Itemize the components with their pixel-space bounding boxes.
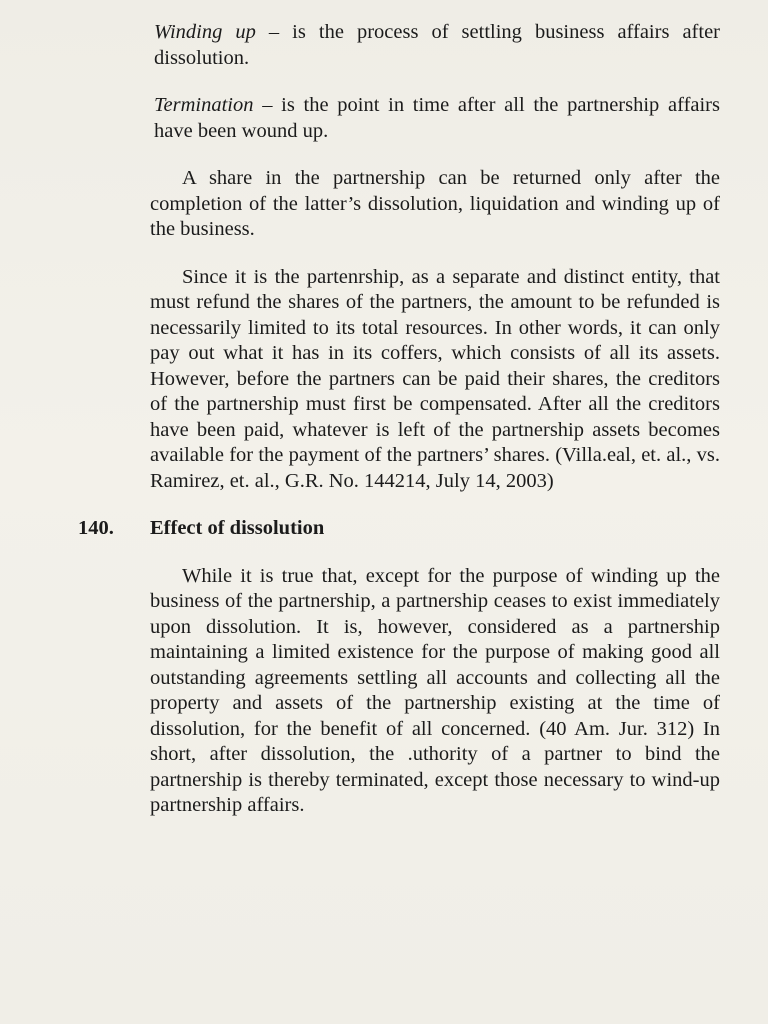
definition-text: – is the process of settling business affairs after dissolution. — [154, 21, 721, 69]
paragraph-share-return: A share in the partnership can be returned only after the completion of the latter’s dissolution, liquidation and winding up of the business. — [150, 167, 720, 240]
paragraph-refund-limits: Since it is the partenrship, as a separate and distinct entity, that must refund the shares of the partners, the amount to be refunded is necessarily limited to its total resources. In other words, it can only pay out what it has in its coffers, which consists of all its assets. However, before the partners can be paid their shares, the creditors of the partnership must first be compensated. After all the creditors have been paid, whatever is left of the partnership assets becomes available for the payment of the partners’ shares. (Villa.eal, et. al., vs. Ramirez, et. al., G.R. No. 144214, July 14, 2003) — [150, 265, 720, 492]
definition-term: Winding up — [154, 21, 256, 43]
definition-text: – is the point in time after all the partnership affairs have been wound up. — [154, 94, 720, 142]
page-content — [78, 20, 721, 819]
section-heading — [78, 516, 720, 542]
definition-termination — [154, 93, 720, 144]
paragraph-effect-of-dissolution: While it is true that, except for the purpose of winding up the business of the partnership, a partnership ceases to exist immediately upon dissolution. It is, however, considered as a partnership maintaining a limited existence for the purpose of making good all outstanding agreements settling all accounts and collecting all the property and assets of the partnership existing at the time of dissolution, for the benefit of all concerned. (40 Am. Jur. 312) In short, after dissolution, the .uthority of a partner to bind the partnership is thereby terminated, except those necessary to wind-up partnership affairs. — [150, 564, 720, 816]
definition-winding-up — [154, 20, 720, 71]
section-title: Effect of dissolution — [150, 517, 325, 539]
section-number: 140. — [78, 517, 114, 539]
definition-term: Termination — [154, 94, 254, 116]
